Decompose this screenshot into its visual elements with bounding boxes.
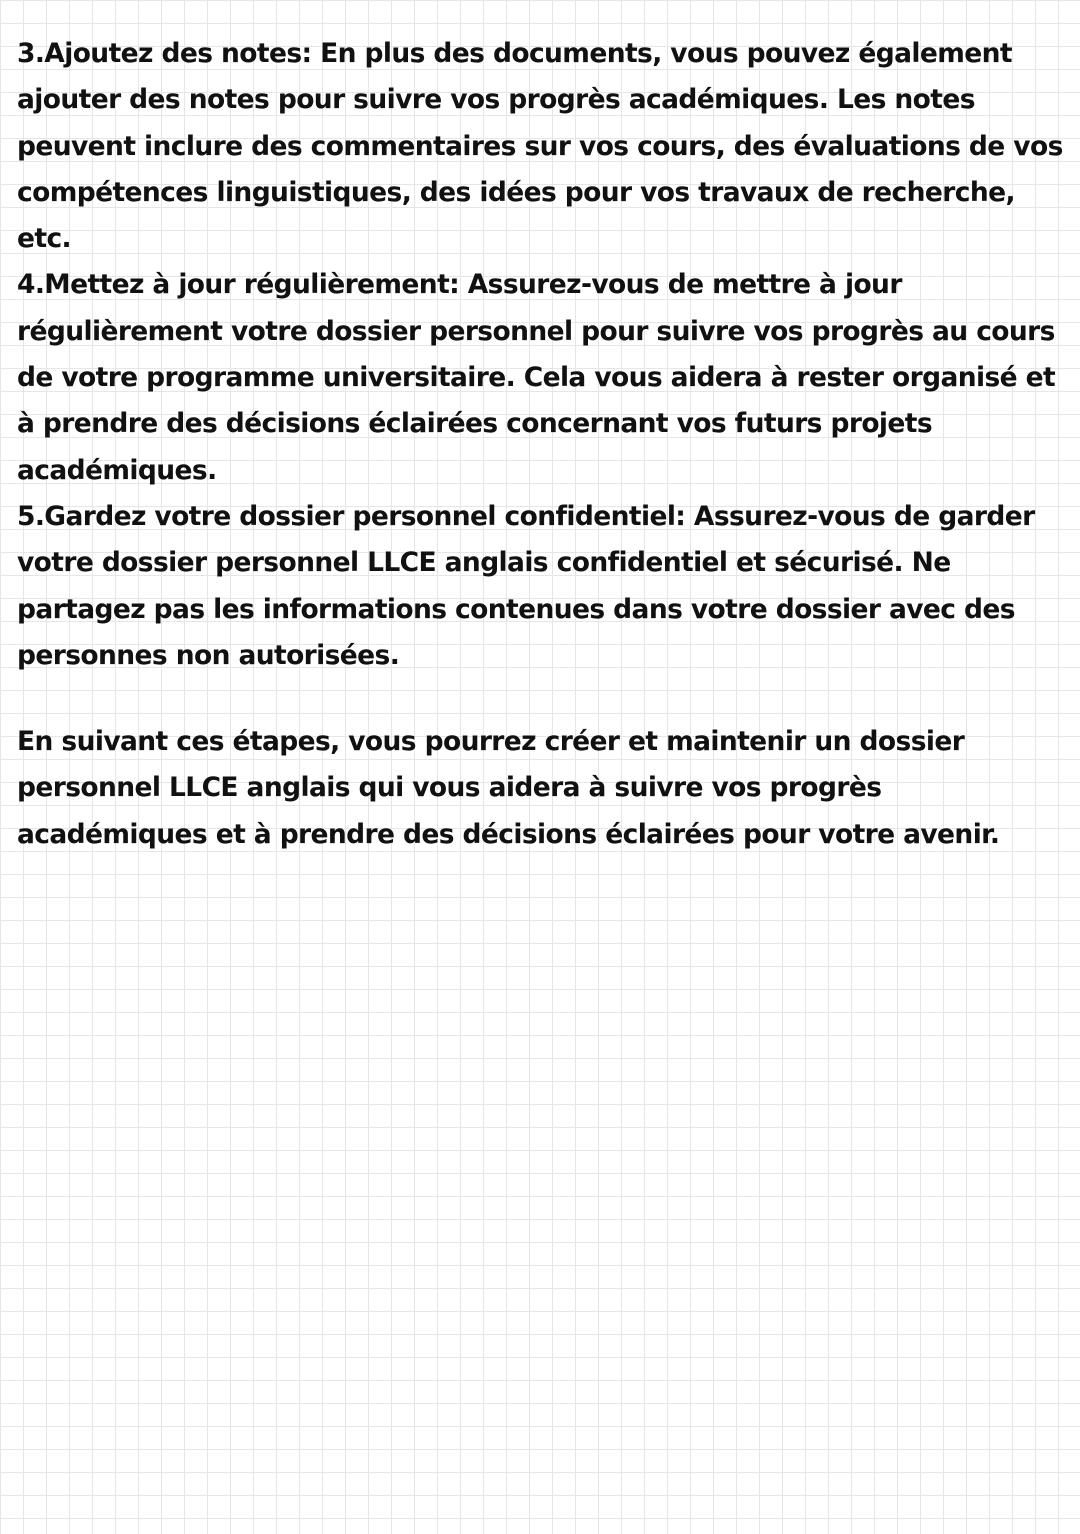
paragraph-spacer — [17, 679, 1075, 719]
step-3-paragraph: 3.Ajoutez des notes: En plus des documents, vous pouvez également ajouter des notes pour suivre vos progrès académiques. Les notes peuvent inclure des commentaires sur vos cours, des évaluations de vos compétences linguistiques, des idées pour vos travaux de recherche, etc. — [17, 38, 1063, 255]
conclusion-paragraph: En suivant ces étapes, vous pourrez créer et maintenir un dossier personnel LLCE anglais qui vous aidera à suivre vos progrès académiques et à prendre des décisions éclairées pour votre avenir. — [17, 726, 1000, 850]
document-body — [17, 31, 1075, 858]
step-4-paragraph: 4.Mettez à jour régulièrement: Assurez-vous de mettre à jour régulièrement votre dossier personnel pour suivre vos progrès au cours de votre programme universitaire. Cela vous aidera à rester organisé et à prendre des décisions éclairées concernant vos futurs projets académiques. — [17, 269, 1056, 486]
step-5-paragraph: 5.Gardez votre dossier personnel confidentiel: Assurez-vous de garder votre dossier personnel LLCE anglais confidentiel et sécurisé. Ne partagez pas les informations contenues dans votre dossier avec des personnes non autorisées. — [17, 500, 1035, 671]
